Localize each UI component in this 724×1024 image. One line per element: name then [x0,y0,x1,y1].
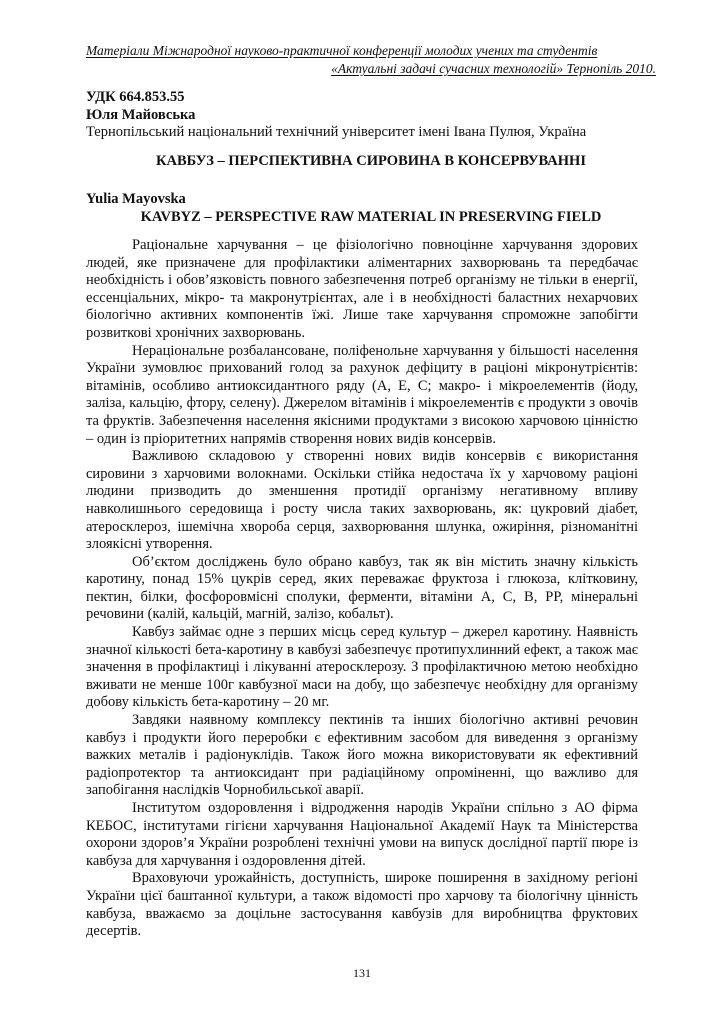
article-title-ua: КАВБУЗ – ПЕРСПЕКТИВНА СИРОВИНА В КОНСЕРВУВАННІ [156,153,586,169]
running-header-conference-title: «Актуальні задачі сучасних технологій» Тернопіль 2010. [331,61,656,76]
body-paragraph: Важливою складовою у створенні нових видів консервів є використання сировини з харчовими волокнами. Оскільки стійка недостача їх у харчовому раціоні людини призводить до зменшення протидії організму негативному впливу навколишнього середовища і росту числа таких захворювань, як: цукровий діабет, атеросклероз, ішемічна хвороба серця, захворювання шлунка, ожиріння, різноманітні злоякісні утворення. [86,448,638,553]
body-paragraph: Кавбуз займає одне з перших місць серед культур – джерел каротину. Наявність значної кількості бета-каротину в кавбузі забезпечує протипухлинний ефект, а також має значення в профілактиці і лікуванні атеросклерозу. З профілактичною метою необхідно вживати не менше 100г кавбузної маси на добу, що забезпечує необхідну для організму добову кількість бета-каротину – 20 мг. [86,624,638,711]
author-affiliation: Тернопільський національний технічний університет імені Івана Пулюя, Україна [86,124,587,140]
body-paragraph: Об’єктом досліджень було обрано кавбуз, так як він містить значну кількість каротину, понад 15% цукрів серед, яких переважає фруктоза і глюкоза, клітковину, пектин, білки, фосфоровмісні сполуки, ферменти, вітаміни А, С, В, РР, мінеральні речовини (калій, кальцій, магній, залізо, кобальт). [86,553,638,623]
article-title-en: KAVBYZ – PERSPECTIVE RAW MATERIAL IN PRESERVING FIELD [140,209,602,225]
udk-code: УДК 664.853.55 [86,89,185,105]
page-number: 131 [353,966,371,980]
running-header-conference: Матеріали Міжнародної науково-практичної конференції молодих учених та студентів [86,43,598,58]
author-name-en: Yulia Mayovska [86,191,186,207]
body-paragraph: Враховуючи урожайність, доступність, широке поширення в західному регіоні України цієї баштанної культури, а також відомості про харчову та біологічну цінність кавбуза, вважаємо за доцільне застосування кавбузів для виробництва фруктових десертів. [86,870,638,940]
body-paragraph: Завдяки наявному комплексу пектинів та інших біологічно активні речовин кавбуз і продукти його переробки є ефективним засобом для виведення з організму важких металів і радіонуклідів. Також його можна використовувати як ефективний радіопротектор та антиоксидант при радіаційному опроміненні, що важливо для запобігання наслідків Чорнобильської аварії. [86,712,638,799]
body-paragraph: Нераціональне розбалансоване, поліфенольне харчування у більшості населення України зумовлює прихований голод за рахунок дефіциту в раціоні мікронутрієнтів: вітамінів, особливо антиоксидантного ряду (А, Е, С; макро- і мікроелементів (йоду, заліза, кальцію, фтору, селену). Джерелом вітамінів і мікроелементів є продукти з овочів та фруктів. Забезпечення населення якісними продуктами з високою харчовою цінністю – один із пріоритетних напрямів створення нових видів консервів. [86,342,638,447]
author-name-ua: Юля Майовська [86,107,196,123]
article-body [86,237,638,941]
body-paragraph: Раціональне харчування – це фізіологічно повноцінне харчування здорових людей, яке призначене для профілактики аліментарних захворювань та передбачає необхідність і обов’язковість повного забезпечення потреб організму не тільки в енергії, ессенціальних, мікро- та макронутрієнтах, але і в необхідності баластних нехарчових біологічно активних компонентів їжі. Лише таке харчування спроможне запобігти розвиткові хронічних захворювань. [86,237,638,341]
body-paragraph: Інститутом оздоровлення і відродження народів України спільно з АО фірма КЕБОС, інститутами гігієни харчування Національної Академії Наук та Міністерства охорони здоров’я України розроблені технічні умови на випуск дослідної партії пюре із кавбуза для харчування і оздоровлення дітей. [86,800,638,869]
